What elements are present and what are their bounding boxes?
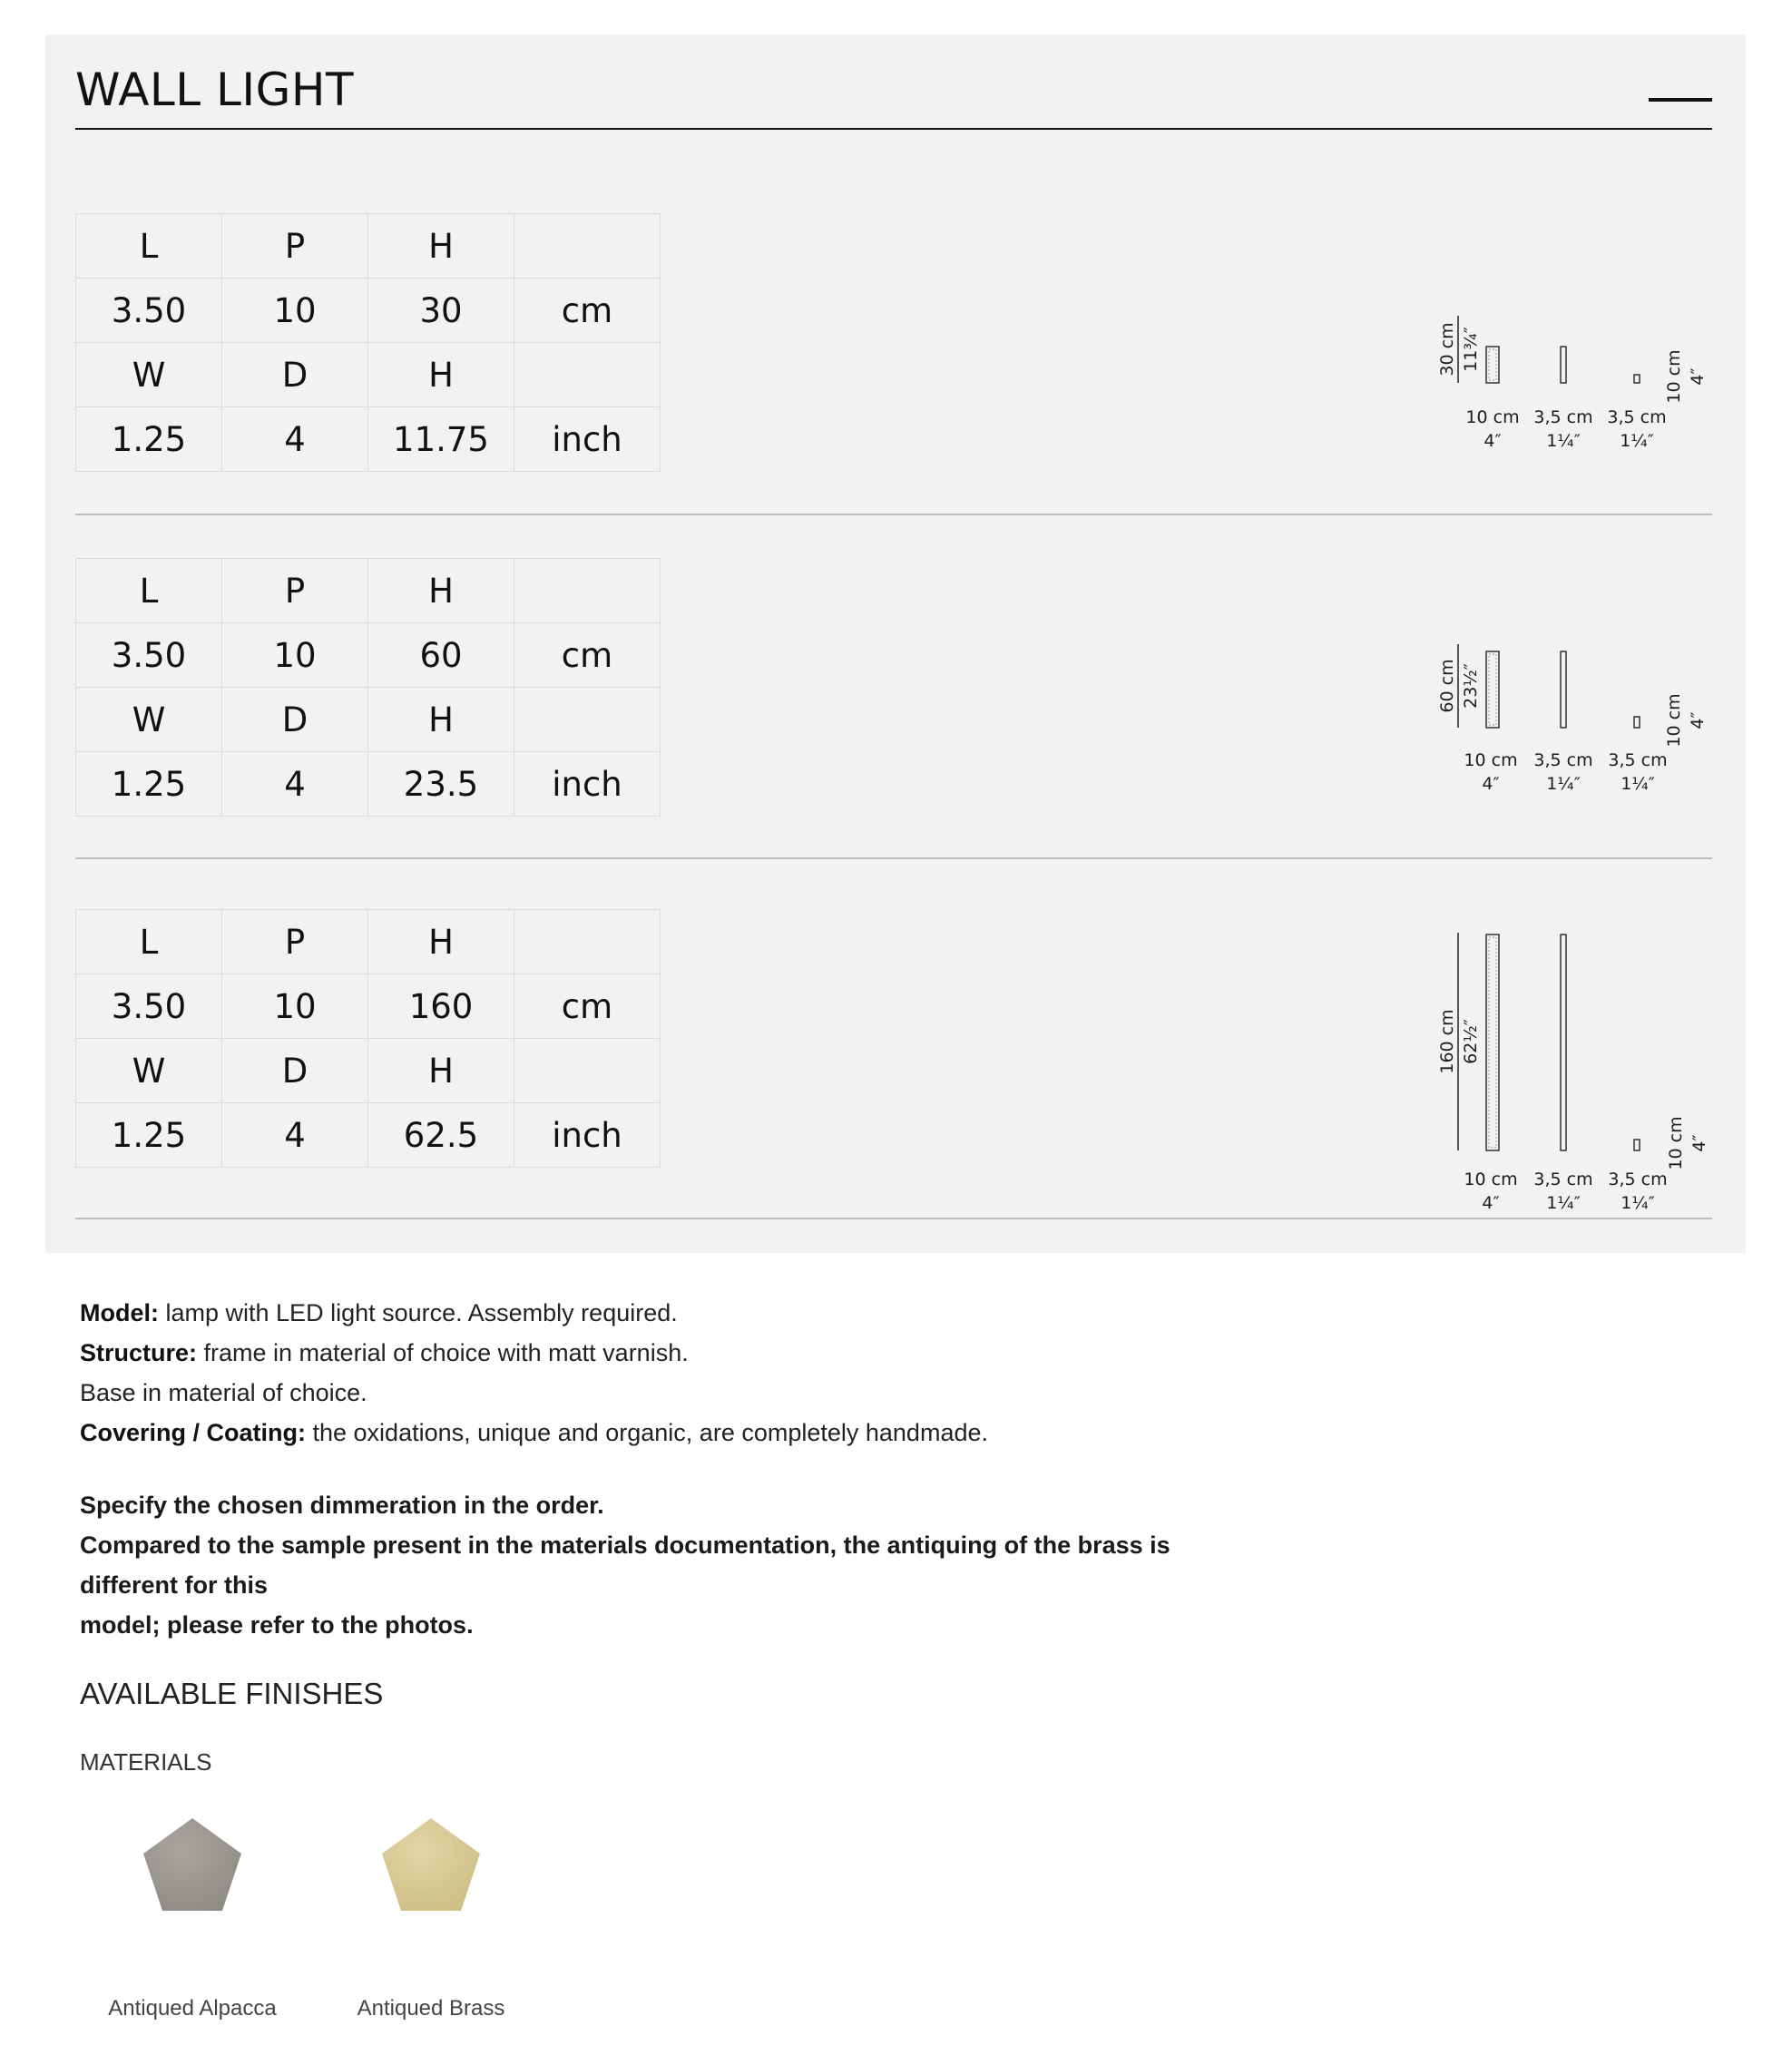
variant-divider <box>75 857 1712 859</box>
minus-icon <box>1649 98 1712 102</box>
table-cell: 4 <box>222 1103 368 1168</box>
materials-heading: MATERIALS <box>80 1748 212 1776</box>
table-cell: 1.25 <box>76 1103 222 1168</box>
covering-line <box>80 1413 1350 1453</box>
side-cm-label: 3,5 cm <box>1608 750 1668 770</box>
table-row <box>76 407 661 472</box>
top-in-label: 4″ <box>1688 711 1708 729</box>
table-cell: P <box>222 559 368 623</box>
side-view-shape <box>1561 347 1566 383</box>
finish-label: Antiqued Alpacca <box>108 1996 277 2021</box>
height-cm-label: 160 cm <box>1437 1009 1457 1074</box>
height-label <box>1437 1009 1481 1073</box>
structure-line <box>80 1333 1350 1373</box>
dimension-diagram <box>1411 281 1792 451</box>
order-notes <box>80 1485 1259 1645</box>
dimension-diagram <box>1411 604 1792 794</box>
table-cell: 1.25 <box>76 407 222 472</box>
finish-antiqued-brass[interactable] <box>313 1815 549 2023</box>
top-cm-label: 10 cm <box>1666 1116 1686 1170</box>
table-cell: W <box>76 688 222 752</box>
table-cell: 1.25 <box>76 752 222 817</box>
table-cell: 11.75 <box>368 407 514 472</box>
table-row <box>76 974 661 1039</box>
width-cm-label: 10 cm <box>1465 407 1520 427</box>
pentagon-swatch-icon <box>378 1815 484 1914</box>
table-cell: 3.50 <box>76 279 222 343</box>
table-cell: H <box>368 688 514 752</box>
table-cell <box>514 688 661 752</box>
table-cell: H <box>368 1039 514 1103</box>
front-view-inner <box>1489 937 1496 1148</box>
table-row <box>76 1039 661 1103</box>
dimensions-table <box>75 558 661 817</box>
table-cell: inch <box>514 752 661 817</box>
table-row <box>76 279 661 343</box>
table-row <box>76 752 661 817</box>
product-description <box>80 1293 1350 1453</box>
table-cell: 160 <box>368 974 514 1039</box>
height-in-label: 62½″ <box>1461 1019 1481 1064</box>
side-cm-label: 3,5 cm <box>1607 407 1667 427</box>
table-cell: D <box>222 1039 368 1103</box>
table-cell: cm <box>514 974 661 1039</box>
front-view-inner <box>1489 349 1496 380</box>
table-cell: 10 <box>222 279 368 343</box>
table-cell: D <box>222 688 368 752</box>
model-label: Model: <box>80 1299 159 1326</box>
table-cell: H <box>368 343 514 407</box>
covering-label: Covering / Coating: <box>80 1419 306 1446</box>
swatch-shape <box>382 1818 480 1911</box>
height-label <box>1437 322 1481 376</box>
swatch-shape <box>143 1818 241 1911</box>
finish-antiqued-alpacca[interactable] <box>74 1815 310 2023</box>
table-cell: 3.50 <box>76 623 222 688</box>
table-cell: 60 <box>368 623 514 688</box>
pentagon-swatch-icon <box>140 1815 245 1914</box>
table-row <box>76 623 661 688</box>
note-line: Specify the chosen dimmeration in the order. <box>80 1492 604 1519</box>
table-cell: 23.5 <box>368 752 514 817</box>
height-label <box>1437 659 1481 712</box>
table-cell: P <box>222 910 368 974</box>
base-line: Base in material of choice. <box>80 1379 367 1406</box>
note-line: model; please refer to the photos. <box>80 1611 474 1639</box>
height-in-label: 11¾″ <box>1461 327 1481 372</box>
table-cell: H <box>368 214 514 279</box>
table-row <box>76 1103 661 1168</box>
top-view-shape <box>1634 1140 1640 1150</box>
side-cm-label: 3,5 cm <box>1608 1170 1668 1189</box>
top-view-shape <box>1634 717 1640 728</box>
dimensions-panel <box>45 34 1746 1253</box>
table-cell <box>514 214 661 279</box>
front-view-shape <box>1486 347 1499 383</box>
table-cell <box>514 343 661 407</box>
table-row <box>76 910 661 974</box>
table-cell: 4 <box>222 407 368 472</box>
table-cell: 10 <box>222 974 368 1039</box>
table-cell: inch <box>514 1103 661 1168</box>
depth-in-label: 1¼″ <box>1546 774 1581 794</box>
variant-divider <box>75 1218 1712 1219</box>
side-view-shape <box>1561 935 1566 1150</box>
front-view-inner <box>1489 654 1496 725</box>
top-view-shape <box>1634 375 1640 383</box>
height-in-label: 23½″ <box>1461 663 1481 709</box>
table-cell: 10 <box>222 623 368 688</box>
table-row <box>76 559 661 623</box>
height-cm-label: 60 cm <box>1437 659 1457 713</box>
title-divider <box>75 128 1712 130</box>
side-view-shape <box>1561 651 1566 728</box>
available-finishes-heading: AVAILABLE FINISHES <box>80 1677 384 1710</box>
table-cell: D <box>222 343 368 407</box>
section-title: WALL LIGHT <box>75 64 355 116</box>
depth-cm-label: 3,5 cm <box>1533 407 1593 427</box>
collapse-button[interactable] <box>1649 93 1712 109</box>
width-cm-label: 10 cm <box>1464 750 1518 770</box>
table-cell: 4 <box>222 752 368 817</box>
model-line <box>80 1293 1350 1333</box>
note-line: Compared to the sample present in the materials documentation, the antiquing of the brass is different for this <box>80 1532 1170 1599</box>
depth-in-label: 1¼″ <box>1546 431 1581 451</box>
table-cell: L <box>76 910 222 974</box>
structure-label: Structure: <box>80 1339 198 1366</box>
dimension-diagram <box>1411 896 1792 1213</box>
table-row <box>76 343 661 407</box>
table-cell: 62.5 <box>368 1103 514 1168</box>
width-in-label: 4″ <box>1484 431 1502 451</box>
table-cell: P <box>222 214 368 279</box>
dimensions-table <box>75 909 661 1168</box>
width-in-label: 4″ <box>1482 1193 1500 1213</box>
top-cm-label: 10 cm <box>1664 349 1684 404</box>
table-cell: L <box>76 559 222 623</box>
side-in-label: 1¼″ <box>1620 431 1654 451</box>
table-cell: 3.50 <box>76 974 222 1039</box>
table-cell: 30 <box>368 279 514 343</box>
model-text: lamp with LED light source. Assembly required. <box>159 1299 678 1326</box>
table-cell: W <box>76 343 222 407</box>
front-view-shape <box>1486 935 1499 1150</box>
side-in-label: 1¼″ <box>1621 774 1655 794</box>
table-cell: cm <box>514 623 661 688</box>
top-cm-label: 10 cm <box>1664 693 1684 748</box>
table-cell <box>514 559 661 623</box>
table-cell: inch <box>514 407 661 472</box>
front-view-shape <box>1486 651 1499 728</box>
table-cell: cm <box>514 279 661 343</box>
covering-text: the oxidations, unique and organic, are completely handmade. <box>306 1419 988 1446</box>
top-in-label: 4″ <box>1689 1134 1709 1152</box>
table-cell: H <box>368 910 514 974</box>
width-in-label: 4″ <box>1482 774 1500 794</box>
variant-divider <box>75 514 1712 515</box>
table-row <box>76 214 661 279</box>
structure-text: frame in material of choice with matt varnish. <box>197 1339 689 1366</box>
height-cm-label: 30 cm <box>1437 322 1457 377</box>
width-cm-label: 10 cm <box>1464 1170 1518 1189</box>
side-in-label: 1¼″ <box>1621 1193 1655 1213</box>
table-row <box>76 688 661 752</box>
finish-label: Antiqued Brass <box>357 1996 505 2021</box>
depth-cm-label: 3,5 cm <box>1533 1170 1593 1189</box>
table-cell <box>514 910 661 974</box>
top-in-label: 4″ <box>1688 367 1708 386</box>
table-cell: W <box>76 1039 222 1103</box>
dimensions-table <box>75 213 661 472</box>
depth-in-label: 1¼″ <box>1546 1193 1581 1213</box>
table-cell: H <box>368 559 514 623</box>
depth-cm-label: 3,5 cm <box>1533 750 1593 770</box>
table-cell: L <box>76 214 222 279</box>
table-cell <box>514 1039 661 1103</box>
